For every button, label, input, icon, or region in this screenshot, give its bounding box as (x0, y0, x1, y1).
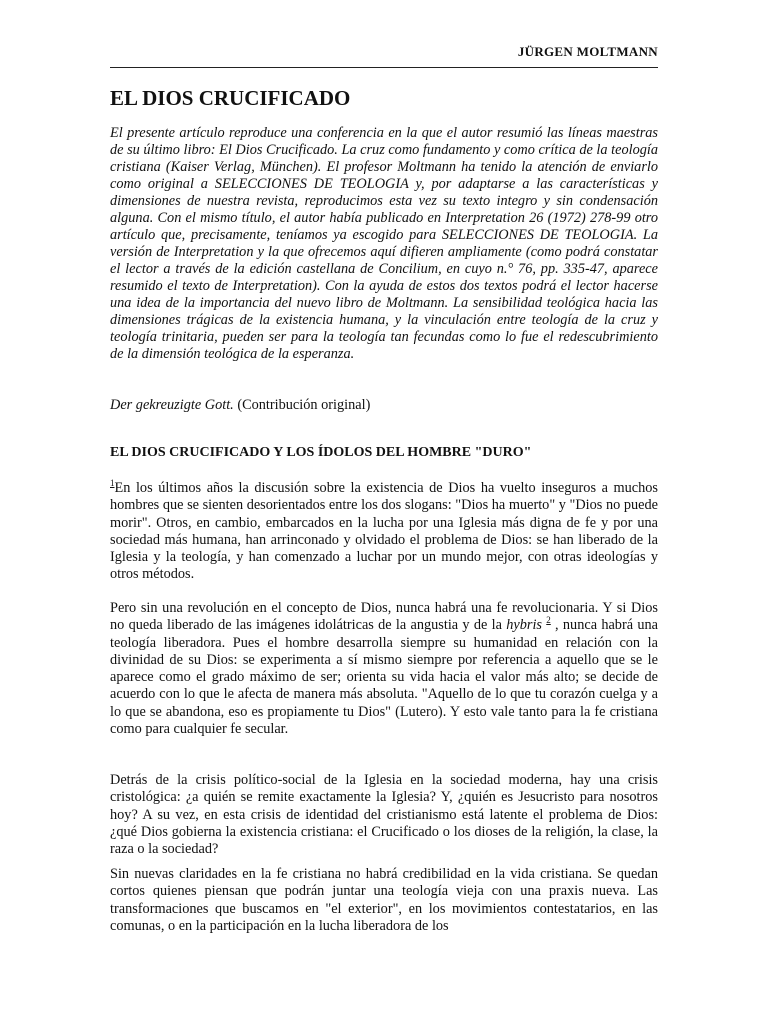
paragraph-1 (110, 480, 658, 584)
paragraph-2 (110, 600, 658, 738)
paragraph-4: Sin nuevas claridades en la fe cristiana no habrá credibilidad en la vida cristiana. Se quedan cortos quienes piensan que podrán juntar una teología vieja con una praxis nueva. Las transformaciones que buscamos en "el exterior", en los movimientos contestatarios, en las comunas, o en la participación en la lucha liberadora de los (110, 866, 658, 934)
paragraph-2-text-b: , nunca habrá una teología liberadora. Pues el hombre desarrolla siempre su humanidad en relación con la divinidad de su Dios: se experimenta a sí mismo siempre por referencia a aquello que se le aparece como el grado máximo de ser; orienta su vida hacia el valor más alto; se decide de acuerdo con lo que le afecta de manera más absoluta. "Aquello de lo que tu corazón cuelga y a lo que se abandona, eso es propiamente tu Dios" (Lutero). Y esto vale tanto para la fe cristiana como para cualquier fe secular. (110, 617, 658, 738)
paragraph-1-text: En los últimos años la discusión sobre la existencia de Dios ha vuelto inseguros a muchos hombres que se sienten desorientados entre los dos slogans: "Dios ha muerto" y "Dios no puede morir". Otros, en cambio, embarcados en la lucha por una Iglesia más digna de fe y por una sociedad más humana, han arrinconado y olvidado el problema de Dios: se han liberado de la Iglesia y la teología, y han comenzado a luchar por un mundo mejor, con otras ideologías y otros métodos. (110, 480, 658, 583)
source-line (110, 397, 370, 414)
section-heading: EL DIOS CRUCIFICADO Y LOS ÍDOLOS DEL HOMBRE "DURO" (110, 445, 532, 460)
paragraph-3: Detrás de la crisis político-social de la Iglesia en la sociedad moderna, hay una crisis cristológica: ¿a quién se remite exactamente la Iglesia? Y, ¿quién es Jesucristo para nosotros hoy? A su vez, en esta crisis de identidad del cristianismo está latente el problema de Dios: ¿qué Dios gobierna la existencia cristiana: el Crucificado o los dioses de la religión, la clase, la raza o la sociedad? (110, 772, 658, 858)
footnote-ref-1[interactable]: 1 (110, 478, 115, 488)
header-rule (110, 67, 658, 68)
running-header-author: JÜRGEN MOLTMANN (517, 44, 658, 59)
source-title: Der gekreuzigte Gott. (110, 397, 234, 413)
article-title: EL DIOS CRUCIFICADO (110, 86, 351, 110)
paragraph-2-hybris: hybris (506, 617, 542, 634)
article-abstract: El presente artículo reproduce una conferencia en la que el autor resumió las líneas maestras de su último libro: El Dios Crucificado. La cruz como fundamento y como crítica de la teología cristiana (Kaiser Verlag, München). El profesor Moltmann ha tenido la atención de enviarlo como original a SELECCIONES DE TEOLOGIA y, por adaptarse a las características y dimensiones de nuestra revista, reproducimos esta vez su texto integro y sin condensación alguna. Con el mismo título, el autor había publicado en Interpretation 26 (1972) 278-99 otro artículo que, precisamente, teníamos ya escogido para SELECCIONES DE TEOLOGIA. La versión de Interpretation y la que ofrecemos aquí difieren ampliamente (como podrá constatar el lector a través de la edición castellana de Concilium, en cuyo n.° 76, pp. 335-47, aparece resumido el texto de Interpretation). Con la ayuda de estos dos textos podrá el lector hacerse una idea de la importancia del nuevo libro de Moltmann. La sensibilidad teológica hacia las dimensiones trágicas de la existencia humana, y la vinculación entre teología de la cruz y teología trinitaria, pueden ser para la teología tan fecundas como lo fue el redescubrimiento de la dimensión teológica de la esperanza. (110, 125, 658, 362)
footnote-ref-2[interactable]: 2 (546, 615, 551, 626)
paragraph-2-text-a: Pero sin una revolución en el concepto de Dios, nunca habrá una fe revolucionaria. Y si Dios no queda liberado de las imágenes idolátricas de la angustia y de la (110, 600, 658, 634)
source-note: (Contribución original) (233, 397, 371, 413)
